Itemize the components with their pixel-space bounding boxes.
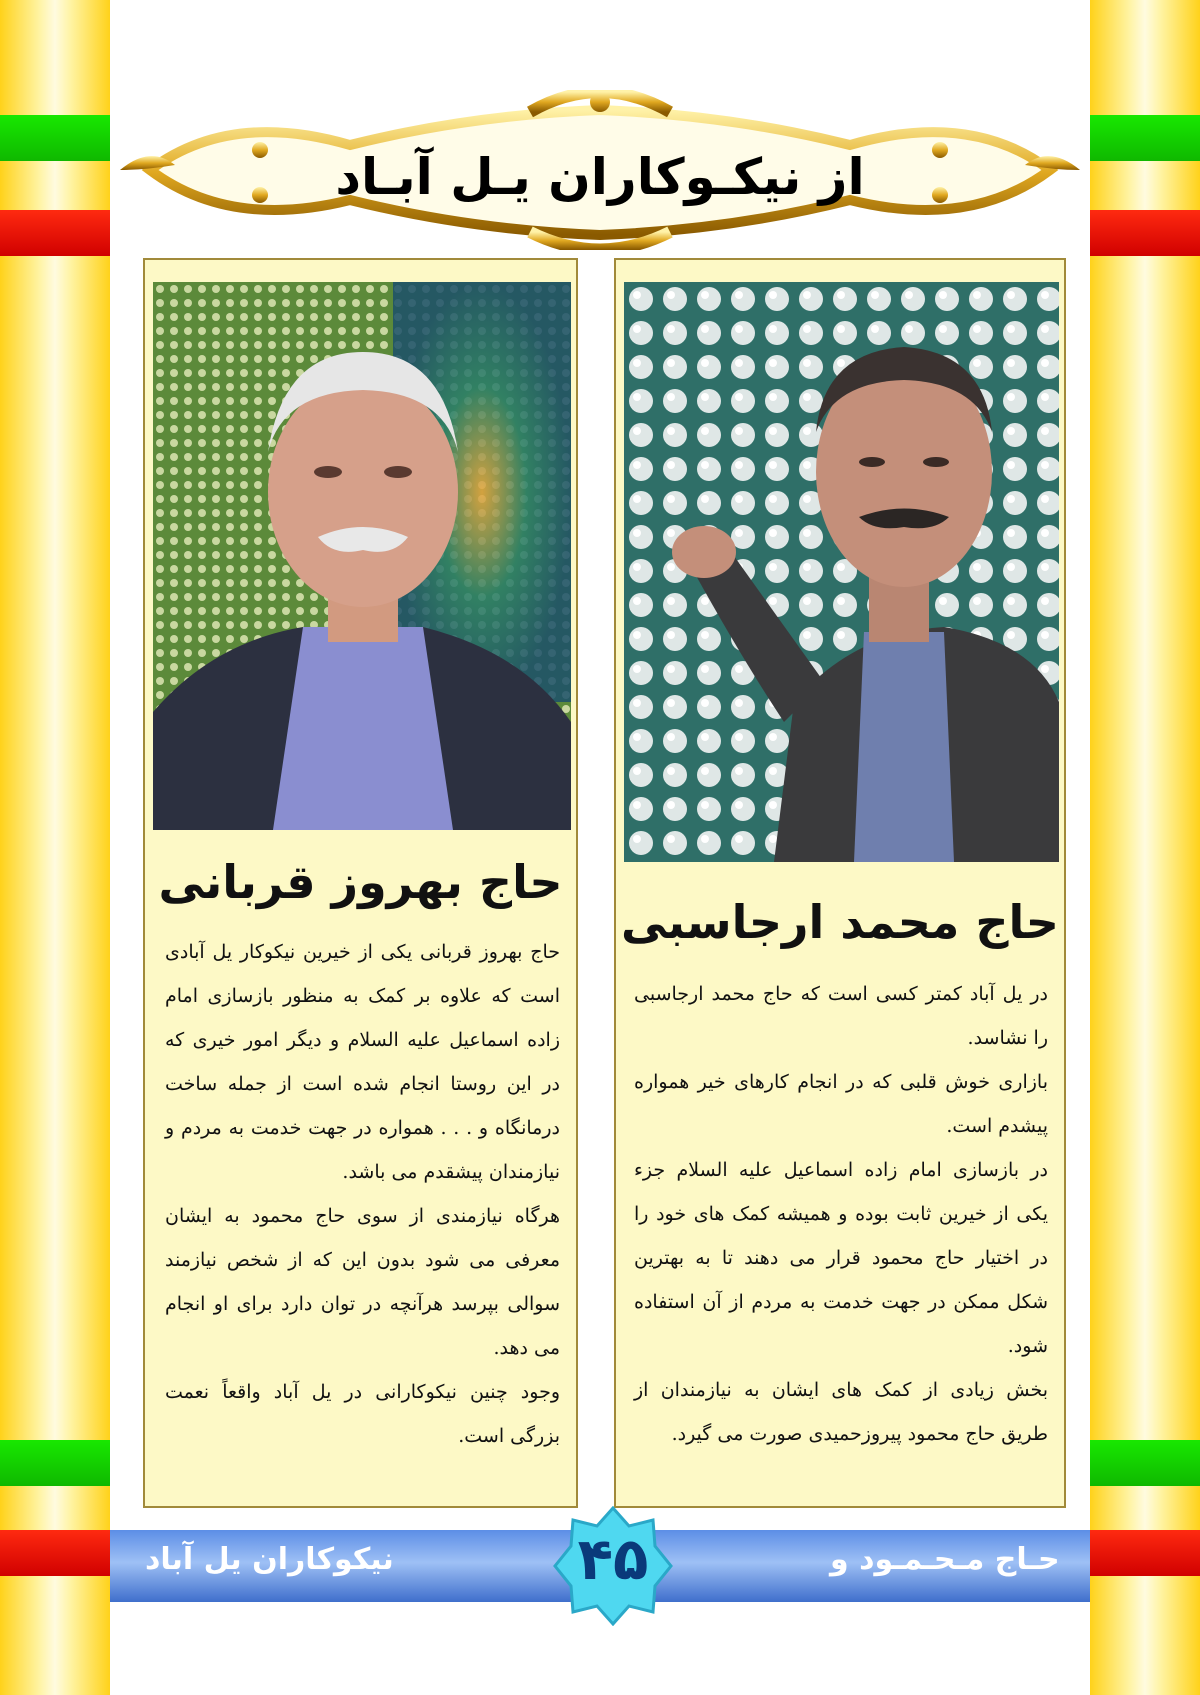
- red-stripe: [0, 1530, 110, 1576]
- paragraph: حاج بهروز قربانی یکی از خیرین نیکوکار یل آبادی است که علاوه بر کمک به منظور بازسازی امام زاده اسماعیل علیه السلام و دیگر امور خیری که در این روستا انجام شده است از جمله ساخت درمانگاه و . . . همواره در جهت خدمت به مردم و نیازمندان پیشقدم می باشد.: [165, 941, 560, 1183]
- footer-left-text: نیکوکاران یل آباد: [145, 1542, 394, 1577]
- page-title: از نیکـوکاران یـل آبـاد: [335, 148, 865, 206]
- red-stripe: [1090, 1530, 1200, 1576]
- person-name-ghorbani: حاج بهروز قربانی: [158, 855, 563, 909]
- footer-right-text: حـاج مـحـمـود و: [830, 1542, 1060, 1577]
- green-stripe: [1090, 1440, 1200, 1486]
- profile-panel-arjasbi: [614, 258, 1066, 1508]
- paragraph: هرگاه نیازمندی از سوی حاج محمود به ایشان معرفی می شود بدون این که از شخص نیازمند سوالی بپرسد هرآنچه در توان دارد برای او انجام می دهد.: [165, 1205, 560, 1359]
- paragraph: وجود چنین نیکوکارانی در یل آباد واقعاً نعمت بزرگی است.: [165, 1381, 560, 1447]
- profile-panel-ghorbani: [143, 258, 578, 1508]
- person-name-arjasbi: حاج محمد ارجاسبی: [621, 895, 1059, 949]
- biography-ghorbani: [165, 930, 560, 1458]
- biography-arjasbi: [634, 972, 1048, 1456]
- red-stripe: [1090, 210, 1200, 256]
- portrait-photo-ghorbani: [153, 282, 571, 830]
- portrait-photo-arjasbi: [624, 282, 1059, 862]
- paragraph: در یل آباد کمتر کسی است که حاج محمد ارجاسبی را نشاسد.: [634, 983, 1048, 1049]
- right-decorative-bar: [1090, 0, 1200, 1695]
- left-decorative-bar: [0, 0, 110, 1695]
- green-stripe: [0, 1440, 110, 1486]
- paragraph: در بازسازی امام زاده اسماعیل علیه السلام جزء یکی از خیرین ثابت بوده و همیشه کمک های خود را در اختیار حاج محمود قرار می دهند تا به بهترین شکل ممکن در جهت خدمت به مردم از آن استفاده شود.: [634, 1159, 1048, 1357]
- paragraph: بخش زیادی از کمک های ایشان به نیازمندان از طریق حاج محمود پیروزحمیدی صورت می گیرد.: [634, 1379, 1048, 1445]
- page-number: ۴۵: [577, 1525, 649, 1593]
- red-stripe: [0, 210, 110, 256]
- paragraph: بازاری خوش قلبی که در انجام کارهای خیر همواره پیشدم است.: [634, 1071, 1048, 1137]
